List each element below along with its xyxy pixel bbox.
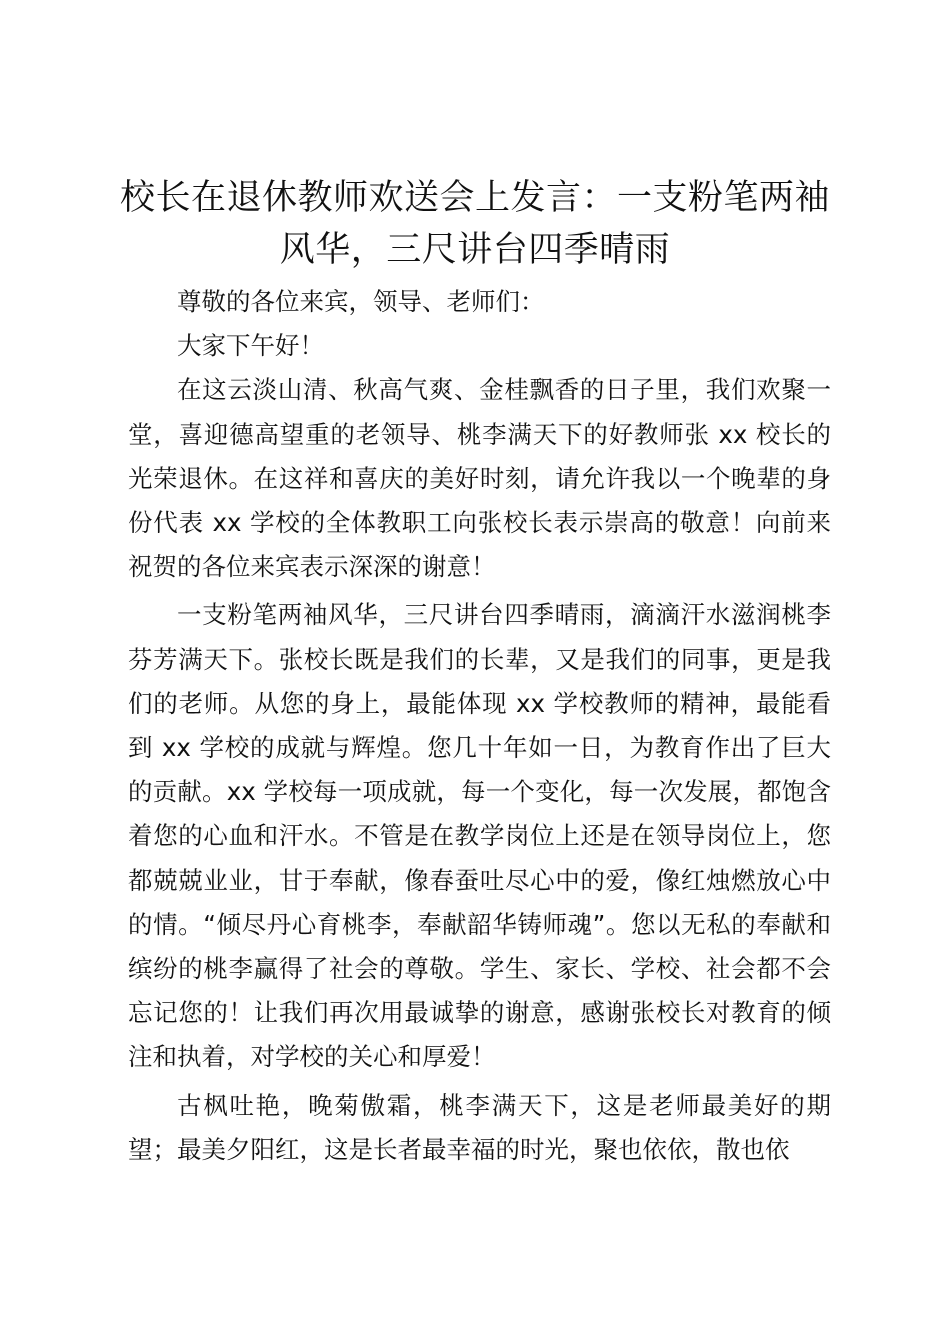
salutation-paragraph: 尊敬的各位来宾，领导、老师们：	[177, 287, 545, 316]
document-body	[128, 280, 831, 1172]
body-paragraph: 古枫吐艳，晚菊傲霜，桃李满天下，这是老师最美好的期望；最美夕阳红，这是长者最幸福的时光，聚也依依，散也依	[128, 1090, 831, 1164]
body-paragraph: 一支粉笔两袖风华，三尺讲台四季晴雨，滴滴汗水滋润桃李芬芳满天下。张校长既是我们的长辈，又是我们的同事，更是我们的老师。从您的身上，最能体现 xx 学校教师的精神，最能看到 xx 学校的成就与辉煌。您几十年如一日，为教育作出了巨大的贡献。xx 学校每一项成就，每一个变化，每一次发展，都饱含着您的心血和汗水。不管是在教学岗位上还是在领导岗位上，您都兢兢业业，甘于奉献，像春蚕吐尽心中的爱，像红烛燃放心中的情。“倾尽丹心育桃李，奉献韶华铸师魂”。您以无私的奉献和缤纷的桃李赢得了社会的尊敬。学生、家长、学校、社会都不会忘记您的！让我们再次用最诚挚的谢意，感谢张校长对教育的倾注和执着，对学校的关心和厚爱！	[128, 600, 831, 1072]
greeting-paragraph: 大家下午好！	[177, 331, 324, 361]
body-paragraph: 在这云淡山清、秋高气爽、金桂飘香的日子里，我们欢聚一堂，喜迎德高望重的老领导、桃李满天下的好教师张 xx 校长的光荣退休。在这祥和喜庆的美好时刻，请允许我以一个晚辈的身份代表 xx 学校的全体教职工向张校长表示崇高的敬意！向前来祝贺的各位来宾表示深深的谢意！	[128, 375, 831, 582]
document-title: 校长在退休教师欢送会上发言：一支粉笔两袖风华，三尺讲台四季晴雨	[119, 178, 830, 270]
